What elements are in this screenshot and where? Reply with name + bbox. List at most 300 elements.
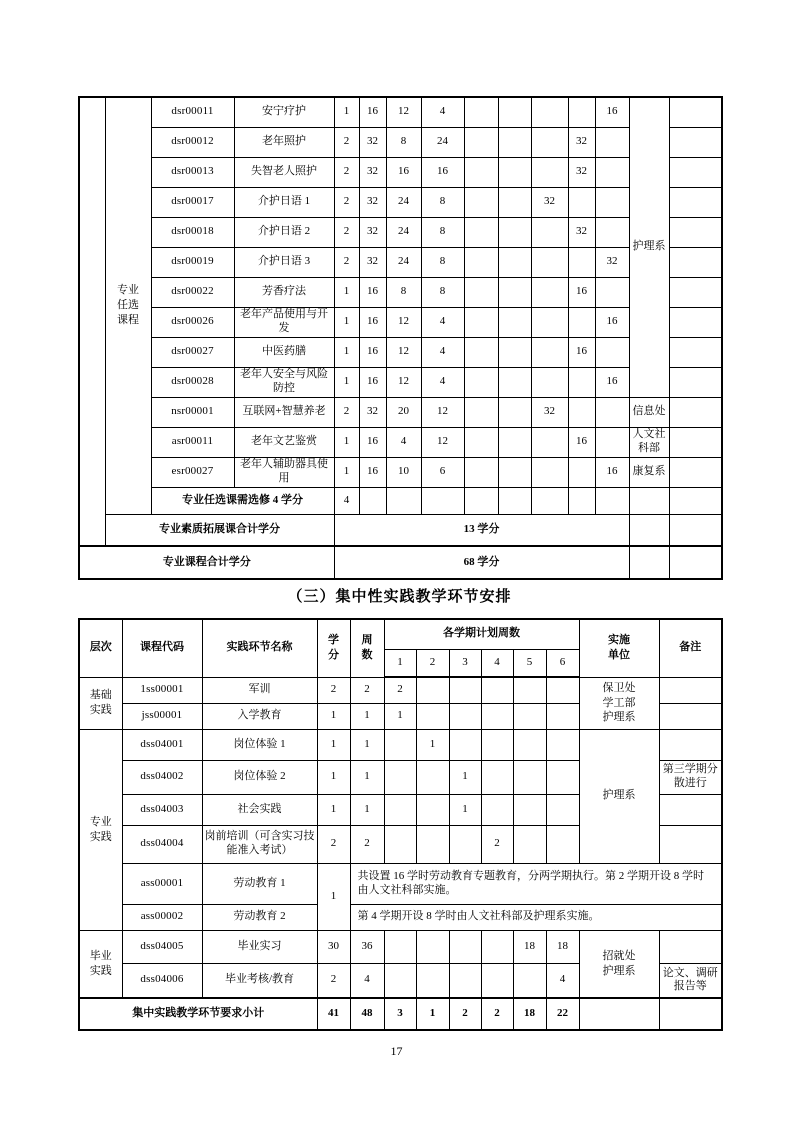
semester-weeks-cell (481, 729, 513, 760)
electives-subtotal-row (79, 487, 722, 514)
weeks-cell: 2 (350, 825, 384, 863)
course-row (79, 157, 722, 187)
semester-weeks-cell (513, 963, 546, 998)
header-unit (579, 619, 659, 677)
credit-cell: 2 (334, 157, 359, 187)
semester-hours-cell (531, 307, 568, 337)
label-line: 护理系 (602, 964, 636, 977)
practice-code-cell: ass00002 (122, 904, 202, 930)
semester-number: 2 (416, 649, 449, 677)
theory-hours-cell: 4 (386, 427, 421, 457)
semester-hours-cell (498, 247, 531, 277)
semester-hours-cell: 16 (568, 277, 595, 307)
practice-hours-cell: 24 (421, 127, 464, 157)
theory-hours-cell: 8 (386, 277, 421, 307)
practice-hours-cell: 4 (421, 337, 464, 367)
semester-weeks-cell (384, 825, 416, 863)
practice-name-cell: 岗前培训（可含实习技能准入考试） (202, 825, 317, 863)
semester-hours-cell (464, 277, 498, 307)
course-name-cell: 老年产品使用与开发 (234, 307, 334, 337)
header-course-code: 课程代码 (122, 619, 202, 677)
semester-weeks-cell (416, 825, 449, 863)
semester-hours-cell (531, 157, 568, 187)
theory-hours-cell: 12 (386, 307, 421, 337)
semester-hours-cell (498, 397, 531, 427)
semester-number: 6 (546, 649, 579, 677)
theory-hours-cell: 12 (386, 367, 421, 397)
empty-cell (595, 487, 629, 514)
course-code-cell: dsr00013 (151, 157, 234, 187)
labor-education-note-cell: 第 4 学期开设 8 学时由人文社科部及护理系实施。 (350, 904, 722, 930)
semester-hours-cell (531, 247, 568, 277)
practice-hours-cell: 4 (421, 97, 464, 127)
credit-cell: 2 (334, 127, 359, 157)
course-row (79, 127, 722, 157)
semester-hours-cell (464, 157, 498, 187)
credit-cell: 1 (334, 427, 359, 457)
semester-weeks-cell (416, 794, 449, 825)
credit-cell: 2 (334, 247, 359, 277)
total-hours-cell: 16 (359, 457, 386, 487)
header-unit-line: 实施 (608, 634, 631, 647)
semester-hours-cell (595, 127, 629, 157)
label-line: 实践 (89, 830, 112, 843)
practice-code-cell: dss04004 (122, 825, 202, 863)
course-row (79, 217, 722, 247)
practice-name-cell: 毕业考核/教育 (202, 963, 317, 998)
unit-cell (629, 546, 669, 579)
theory-hours-cell: 20 (386, 397, 421, 427)
course-code-cell: dsr00018 (151, 217, 234, 247)
header-credit-line: 分 (328, 649, 339, 662)
total-hours-cell: 32 (359, 217, 386, 247)
semester-weeks-cell (513, 703, 546, 729)
weeks-cell: 36 (350, 930, 384, 963)
course-name-cell: 介护日语 3 (234, 247, 334, 277)
semester-hours-cell: 32 (531, 187, 568, 217)
practice-name-cell: 军训 (202, 677, 317, 703)
unit-cell (579, 930, 659, 998)
semester-weeks-cell (416, 760, 449, 794)
semester-weeks-cell: 2 (481, 825, 513, 863)
semester-hours-cell (531, 97, 568, 127)
weeks-cell: 4 (350, 963, 384, 998)
semester-hours-cell (595, 157, 629, 187)
note-cell (669, 277, 722, 307)
semester-hours-cell (568, 457, 595, 487)
course-name-cell: 老年照护 (234, 127, 334, 157)
total-hours-cell: 16 (359, 307, 386, 337)
note-cell (669, 514, 722, 546)
empty-cell (359, 487, 386, 514)
total-hours-cell: 32 (359, 127, 386, 157)
semester-weeks-cell (384, 760, 416, 794)
label-line: 保卫处 (602, 681, 636, 694)
practice-hours-cell: 4 (421, 367, 464, 397)
weeks-cell: 1 (350, 794, 384, 825)
semester-weeks-cell (416, 703, 449, 729)
semester-hours-cell (498, 187, 531, 217)
practice-code-cell: ass00001 (122, 863, 202, 904)
semester-hours-cell (531, 217, 568, 247)
practice-name-cell: 劳动教育 2 (202, 904, 317, 930)
label-line: 毕业 (89, 949, 112, 962)
practice-hours-cell: 12 (421, 427, 464, 457)
semester-weeks-cell (384, 963, 416, 998)
semester-weeks-cell (384, 794, 416, 825)
course-code-cell: dsr00028 (151, 367, 234, 397)
semester-hours-cell (568, 247, 595, 277)
semester-hours-cell (498, 457, 531, 487)
semester-hours-cell (568, 187, 595, 217)
unit-cell: 人文社科部 (629, 427, 669, 457)
note-cell (669, 247, 722, 277)
credit-cell: 1 (317, 863, 350, 930)
label-line: 基础 (89, 689, 112, 702)
semester-hours-cell: 16 (595, 97, 629, 127)
semester-weeks-cell (481, 963, 513, 998)
course-name-cell: 安宁疗护 (234, 97, 334, 127)
note-cell (669, 427, 722, 457)
note-cell (669, 187, 722, 217)
header-unit-line: 单位 (608, 649, 631, 662)
semester-hours-cell (595, 277, 629, 307)
total-hours-cell: 16 (359, 337, 386, 367)
course-row (79, 457, 722, 487)
semester-weeks-cell (384, 930, 416, 963)
semester-hours-cell (531, 457, 568, 487)
semester-hours-cell (498, 307, 531, 337)
practice-schedule-table (78, 618, 723, 1031)
unit-cell: 护理系 (629, 97, 669, 397)
semester-weeks-cell (481, 794, 513, 825)
practice-name-cell: 毕业实习 (202, 930, 317, 963)
practice-hours-cell: 8 (421, 187, 464, 217)
semester-weeks-cell (546, 703, 579, 729)
practice-code-cell: dss04005 (122, 930, 202, 963)
label-line: 学工部 (602, 696, 636, 709)
subtotal-label-cell: 专业任选课需选修 4 学分 (151, 487, 334, 514)
note-cell (669, 307, 722, 337)
course-code-cell: dsr00027 (151, 337, 234, 367)
course-name-cell: 互联网+智慧养老 (234, 397, 334, 427)
note-cell (659, 703, 722, 729)
semester-hours-cell (464, 187, 498, 217)
semester-number: 1 (384, 649, 416, 677)
note-cell (669, 546, 722, 579)
course-name-cell: 中医药膳 (234, 337, 334, 367)
semester-hours-cell (464, 337, 498, 367)
note-cell (669, 127, 722, 157)
credit-cell: 1 (317, 729, 350, 760)
course-row (79, 367, 722, 397)
course-row (79, 247, 722, 277)
course-name-cell: 芳香疗法 (234, 277, 334, 307)
course-code-cell: dsr00011 (151, 97, 234, 127)
semester-weeks-cell (481, 703, 513, 729)
elective-courses-table (78, 96, 723, 580)
semester-weeks-cell: 1 (449, 794, 481, 825)
course-row (79, 97, 722, 127)
semester-hours-cell: 32 (531, 397, 568, 427)
credit-cell: 2 (334, 187, 359, 217)
theory-hours-cell: 24 (386, 187, 421, 217)
semester-weeks-cell (546, 729, 579, 760)
course-name-cell: 失智老人照护 (234, 157, 334, 187)
footer-semester-cell: 3 (384, 998, 416, 1030)
category-label-cell (105, 97, 151, 514)
semester-weeks-cell (449, 703, 481, 729)
weeks-cell: 1 (350, 729, 384, 760)
note-cell (669, 487, 722, 514)
semester-weeks-cell (481, 930, 513, 963)
practice-code-cell: dss04001 (122, 729, 202, 760)
note-cell (659, 794, 722, 825)
semester-hours-cell (595, 217, 629, 247)
summary-row (79, 546, 722, 579)
practice-code-cell: dss04003 (122, 794, 202, 825)
practice-row (79, 729, 722, 760)
course-code-cell: esr00027 (151, 457, 234, 487)
course-row (79, 427, 722, 457)
credit-cell: 2 (317, 677, 350, 703)
empty-cell (531, 487, 568, 514)
footer-weeks-cell: 48 (350, 998, 384, 1030)
empty-cell (386, 487, 421, 514)
total-hours-cell: 16 (359, 367, 386, 397)
label-line: 课程 (117, 314, 139, 327)
practice-name-cell: 岗位体验 2 (202, 760, 317, 794)
note-cell (659, 825, 722, 863)
label-line: 专业 (117, 284, 139, 297)
semester-hours-cell (595, 427, 629, 457)
course-name-cell: 老年人安全与风险防控 (234, 367, 334, 397)
note-cell (659, 677, 722, 703)
semester-hours-cell (464, 247, 498, 277)
theory-hours-cell: 16 (386, 157, 421, 187)
unit-cell (629, 514, 669, 546)
course-code-cell: nsr00001 (151, 397, 234, 427)
semester-hours-cell (498, 367, 531, 397)
semester-weeks-cell: 18 (513, 930, 546, 963)
header-credit-line: 学 (328, 634, 339, 647)
semester-weeks-cell (513, 825, 546, 863)
semester-hours-cell: 32 (568, 127, 595, 157)
semester-weeks-cell: 4 (546, 963, 579, 998)
credit-cell: 1 (317, 794, 350, 825)
summary-row (79, 514, 722, 546)
practice-hours-cell: 12 (421, 397, 464, 427)
semester-weeks-cell (449, 677, 481, 703)
semester-hours-cell (464, 217, 498, 247)
note-cell: 论文、调研报告等 (659, 963, 722, 998)
course-row (79, 277, 722, 307)
header-weeks-line: 周 (361, 634, 373, 647)
label-line: 专业 (89, 815, 112, 828)
unit-cell (629, 487, 669, 514)
footer-semester-cell: 1 (416, 998, 449, 1030)
semester-weeks-cell: 1 (449, 760, 481, 794)
course-name-cell: 介护日语 2 (234, 217, 334, 247)
note-cell (669, 217, 722, 247)
note-cell (669, 397, 722, 427)
practice-code-cell: 1ss00001 (122, 677, 202, 703)
semester-weeks-cell (513, 760, 546, 794)
semester-hours-cell: 32 (568, 217, 595, 247)
footer-credit-cell: 41 (317, 998, 350, 1030)
semester-hours-cell (464, 457, 498, 487)
semester-hours-cell (464, 427, 498, 457)
header-practice-name: 实践环节名称 (202, 619, 317, 677)
practice-row (79, 863, 722, 904)
practice-hours-cell: 4 (421, 307, 464, 337)
practice-name-cell: 劳动教育 1 (202, 863, 317, 904)
semester-weeks-cell (546, 677, 579, 703)
semester-hours-cell (531, 127, 568, 157)
course-code-cell: dsr00022 (151, 277, 234, 307)
credit-cell: 2 (317, 963, 350, 998)
label-line: 实践 (89, 964, 112, 977)
header-credit (317, 619, 350, 677)
credit-cell: 2 (334, 397, 359, 427)
empty-cell (421, 487, 464, 514)
level-cell (79, 729, 122, 930)
semester-hours-cell: 16 (595, 457, 629, 487)
semester-hours-cell: 16 (595, 367, 629, 397)
label-line: 实践 (89, 704, 112, 716)
practice-code-cell: jss00001 (122, 703, 202, 729)
page-number: 17 (390, 1044, 403, 1058)
unit-cell (579, 677, 659, 729)
label-line: 招就处 (602, 949, 636, 962)
header-note: 备注 (659, 619, 722, 677)
course-code-cell: dsr00019 (151, 247, 234, 277)
semester-weeks-cell (513, 794, 546, 825)
footer-semester-cell: 22 (546, 998, 579, 1030)
footer-label-cell: 集中实践教学环节要求小计 (79, 998, 317, 1030)
course-code-cell: dsr00026 (151, 307, 234, 337)
semester-number: 5 (513, 649, 546, 677)
semester-weeks-cell (546, 794, 579, 825)
theory-hours-cell: 12 (386, 97, 421, 127)
semester-hours-cell (531, 427, 568, 457)
semester-hours-cell (464, 127, 498, 157)
semester-hours-cell (568, 97, 595, 127)
credit-cell: 30 (317, 930, 350, 963)
level-cell (79, 677, 122, 729)
footer-semester-cell: 2 (449, 998, 481, 1030)
credit-cell: 1 (334, 307, 359, 337)
practice-row (79, 930, 722, 963)
total-hours-cell: 16 (359, 427, 386, 457)
course-name-cell: 老年人辅助器具使用 (234, 457, 334, 487)
note-cell (659, 729, 722, 760)
summary-value-cell: 68 学分 (334, 546, 629, 579)
credit-cell: 1 (334, 367, 359, 397)
semester-hours-cell (498, 97, 531, 127)
semester-weeks-cell (546, 760, 579, 794)
practice-footer-row (79, 998, 722, 1030)
unit-cell: 信息处 (629, 397, 669, 427)
semester-hours-cell (464, 367, 498, 397)
practice-name-cell: 岗位体验 1 (202, 729, 317, 760)
practice-hours-cell: 8 (421, 277, 464, 307)
subtotal-credit-cell: 4 (334, 487, 359, 514)
semester-weeks-cell (449, 729, 481, 760)
semester-hours-cell (595, 337, 629, 367)
semester-hours-cell (498, 157, 531, 187)
note-cell (659, 930, 722, 963)
labor-education-note-cell: 共设置 16 学时劳动教育专题教育，分两学期执行。第 2 学期开设 8 学时由人文社科部实施。 (350, 863, 722, 904)
practice-hours-cell: 16 (421, 157, 464, 187)
course-name-cell: 老年文艺鉴赏 (234, 427, 334, 457)
footer-semester-cell: 2 (481, 998, 513, 1030)
semester-hours-cell (531, 337, 568, 367)
semester-weeks-cell: 1 (384, 703, 416, 729)
semester-weeks-cell (449, 825, 481, 863)
practice-row (79, 904, 722, 930)
summary-label-cell: 专业课程合计学分 (79, 546, 334, 579)
total-hours-cell: 32 (359, 397, 386, 427)
semester-hours-cell (568, 307, 595, 337)
semester-hours-cell (498, 337, 531, 367)
semester-weeks-cell (513, 677, 546, 703)
note-cell (669, 457, 722, 487)
credit-cell: 1 (334, 97, 359, 127)
note-cell (669, 337, 722, 367)
credit-cell: 2 (317, 825, 350, 863)
unit-cell (579, 998, 659, 1030)
label-line: 任选 (117, 299, 139, 312)
course-code-cell: dsr00012 (151, 127, 234, 157)
empty-cell (568, 487, 595, 514)
empty-cell (498, 487, 531, 514)
semester-hours-cell: 32 (595, 247, 629, 277)
semester-number: 3 (449, 649, 481, 677)
credit-cell: 1 (334, 337, 359, 367)
semester-hours-cell: 16 (595, 307, 629, 337)
credit-cell: 2 (334, 217, 359, 247)
practice-hours-cell: 8 (421, 247, 464, 277)
semester-hours-cell (595, 397, 629, 427)
semester-weeks-cell (384, 729, 416, 760)
note-cell (669, 367, 722, 397)
course-name-cell: 介护日语 1 (234, 187, 334, 217)
semester-hours-cell (464, 397, 498, 427)
level-cell (79, 930, 122, 998)
note-cell (669, 97, 722, 127)
semester-hours-cell (531, 277, 568, 307)
theory-hours-cell: 24 (386, 217, 421, 247)
semester-hours-cell (464, 97, 498, 127)
practice-hours-cell: 6 (421, 457, 464, 487)
semester-weeks-cell (481, 677, 513, 703)
practice-row (79, 677, 722, 703)
course-row (79, 187, 722, 217)
semester-hours-cell (498, 217, 531, 247)
semester-hours-cell (568, 367, 595, 397)
semester-weeks-cell: 1 (416, 729, 449, 760)
empty-cell (464, 487, 498, 514)
label-line: 护理系 (602, 711, 636, 724)
semester-hours-cell (595, 187, 629, 217)
semester-weeks-cell (449, 963, 481, 998)
semester-weeks-cell: 18 (546, 930, 579, 963)
credit-cell: 1 (317, 703, 350, 729)
total-hours-cell: 16 (359, 97, 386, 127)
semester-weeks-cell (481, 760, 513, 794)
semester-weeks-cell (513, 729, 546, 760)
